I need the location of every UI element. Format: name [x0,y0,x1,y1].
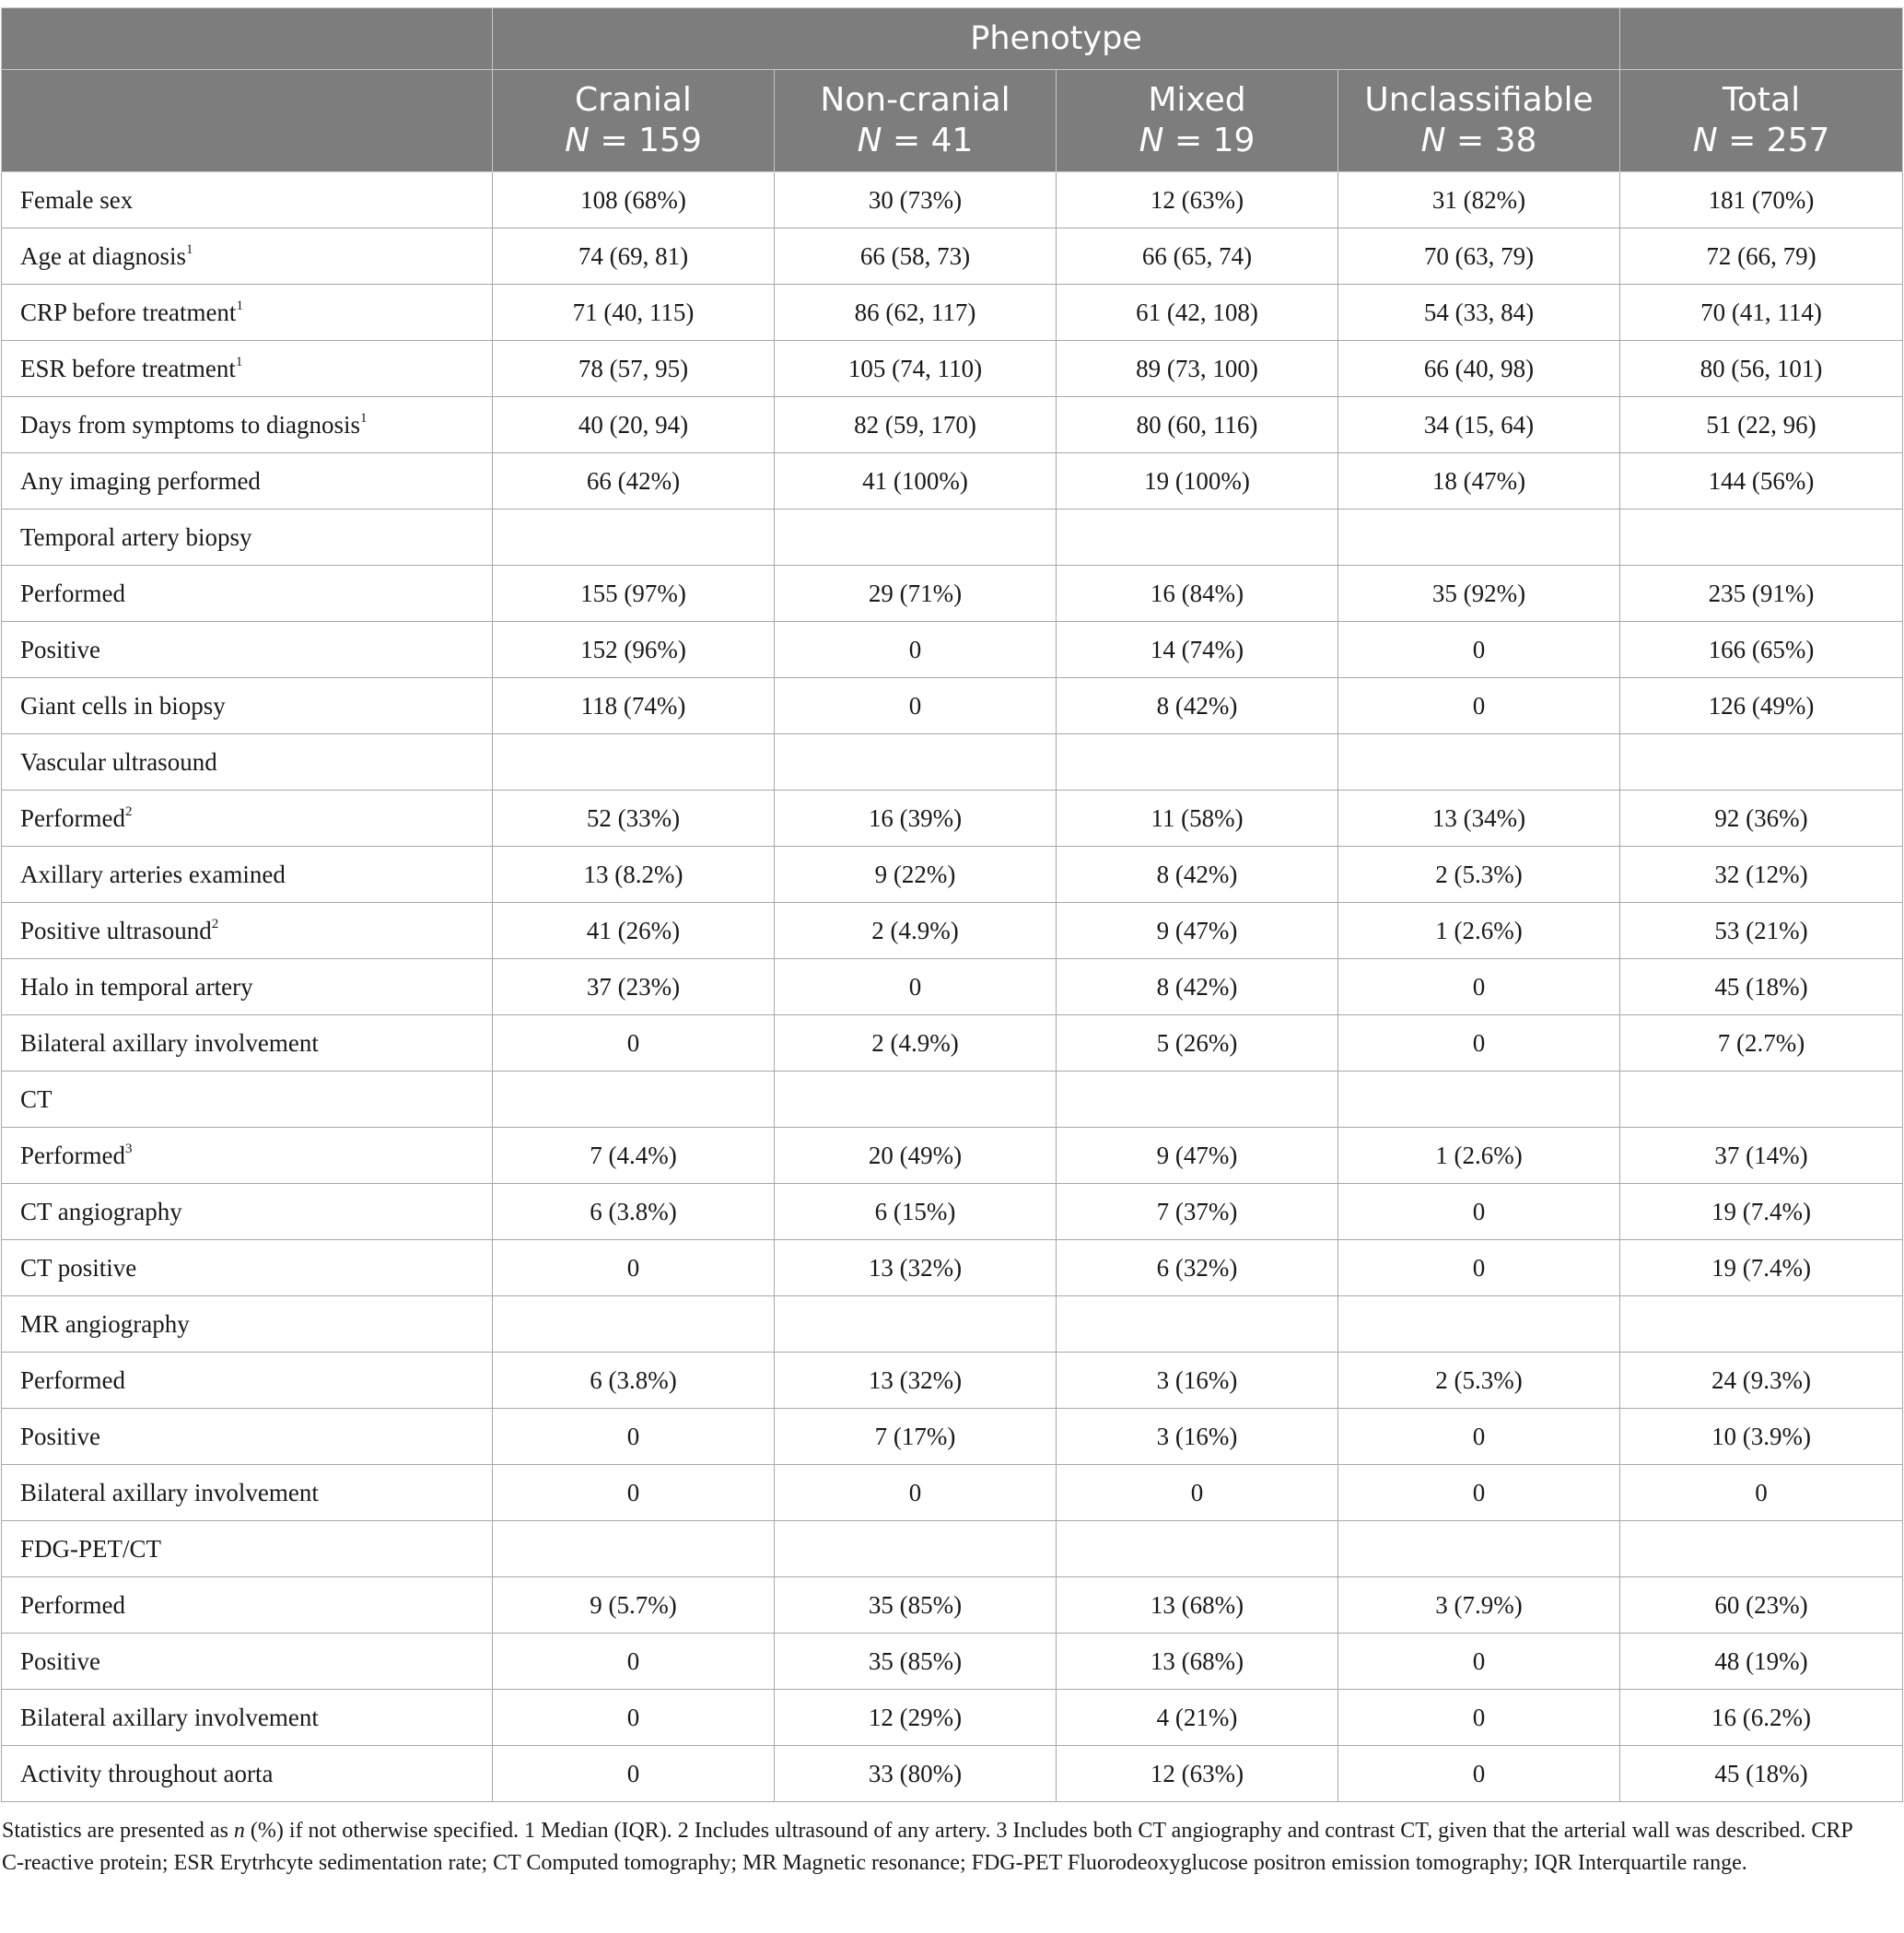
value-cell [1338,734,1620,791]
table-row [2,1577,1903,1634]
row-label-cell [2,1409,493,1465]
value-cell: 0 [493,1690,775,1746]
column-name: Total [1723,81,1801,119]
table-row [2,678,1903,734]
footnote-n-italic: n [233,1819,245,1843]
value-cell: 5 (26%) [1057,1015,1338,1072]
value-cell [493,510,775,566]
value-cell: 8 (42%) [1057,959,1338,1015]
value-cell: 19 (100%) [1057,453,1338,510]
value-cell: 19 (7.4%) [1620,1184,1903,1240]
value-cell: 20 (49%) [775,1128,1057,1184]
n-value: = 38 [1445,122,1537,159]
value-cell [1057,734,1338,791]
table-container [0,7,1904,1880]
value-cell: 30 (73%) [775,172,1057,228]
row-label: Female sex [20,185,134,214]
row-label-cell [2,1072,493,1128]
value-cell: 89 (73, 100) [1057,341,1338,397]
value-cell [1057,1296,1338,1353]
value-cell: 8 (42%) [1057,847,1338,903]
value-cell [1620,1072,1903,1128]
row-label: Performed [20,1365,125,1394]
header-label-cell [2,70,493,172]
column-header-total [1620,70,1903,172]
value-cell [1620,734,1903,791]
value-cell: 92 (36%) [1620,791,1903,847]
row-label: Temporal artery biopsy [20,522,252,551]
value-cell: 2 (4.9%) [775,903,1057,959]
value-cell [775,1072,1057,1128]
value-cell: 0 [775,959,1057,1015]
row-label: CRP before treatment [20,298,237,326]
column-header-cranial [493,70,775,172]
value-cell: 74 (69, 81) [493,228,775,285]
header-corner-cell [2,8,493,70]
table-row [2,1746,1903,1802]
row-label-cell [2,1465,493,1521]
column-n-count [1620,121,1902,161]
value-cell: 66 (42%) [493,453,775,510]
n-value: = 19 [1163,122,1256,159]
row-label-cell [2,397,493,453]
value-cell: 0 [493,1746,775,1802]
table-row [2,903,1903,959]
value-cell: 12 (63%) [1057,172,1338,228]
value-cell: 60 (23%) [1620,1577,1903,1634]
table-row [2,1015,1903,1072]
value-cell: 29 (71%) [775,566,1057,622]
table-row [2,228,1903,285]
value-cell: 78 (57, 95) [493,341,775,397]
phenotype-group-header: Phenotype [493,8,1620,70]
row-label-cell [2,510,493,566]
value-cell: 0 [1338,959,1620,1015]
row-label: Positive [20,1646,101,1675]
row-label-cell [2,1746,493,1802]
row-label-cell [2,566,493,622]
value-cell: 2 (5.3%) [1338,1353,1620,1409]
value-cell: 9 (47%) [1057,903,1338,959]
row-label: MR angiography [20,1309,190,1338]
column-n-count [493,121,774,161]
value-cell [775,510,1057,566]
row-label-cell [2,172,493,228]
row-label: Performed [20,579,125,607]
value-cell: 34 (15, 64) [1338,397,1620,453]
row-label: Activity throughout aorta [20,1759,274,1787]
row-label-cell [2,1353,493,1409]
value-cell: 0 [775,678,1057,734]
value-cell: 66 (40, 98) [1338,341,1620,397]
value-cell: 35 (92%) [1338,566,1620,622]
row-label: CT [20,1084,53,1113]
table-header [2,8,1903,172]
row-label: Bilateral axillary involvement [20,1028,319,1057]
value-cell: 61 (42, 108) [1057,285,1338,341]
value-cell: 1 (2.6%) [1338,903,1620,959]
value-cell: 152 (96%) [493,622,775,678]
value-cell: 40 (20, 94) [493,397,775,453]
value-cell: 45 (18%) [1620,1746,1903,1802]
value-cell: 48 (19%) [1620,1634,1903,1690]
row-label: Bilateral axillary involvement [20,1703,319,1731]
footnote-text: Statistics are presented as [2,1819,234,1843]
value-cell: 19 (7.4%) [1620,1240,1903,1296]
value-cell: 45 (18%) [1620,959,1903,1015]
value-cell [775,1521,1057,1577]
value-cell: 13 (8.2%) [493,847,775,903]
row-label-cell [2,791,493,847]
table-row [2,172,1903,228]
value-cell: 0 [1338,622,1620,678]
value-cell: 9 (5.7%) [493,1577,775,1634]
value-cell: 0 [1338,1465,1620,1521]
row-label-cell [2,228,493,285]
value-cell: 0 [1338,1746,1620,1802]
row-label: Positive ultrasound [20,916,212,944]
footnote-marker: 1 [235,354,243,369]
value-cell: 70 (41, 114) [1620,285,1903,341]
value-cell: 108 (68%) [493,172,775,228]
n-symbol: N [1692,122,1718,159]
value-cell [1057,510,1338,566]
n-value: = 257 [1717,122,1830,159]
value-cell [775,1296,1057,1353]
value-cell: 11 (58%) [1057,791,1338,847]
value-cell: 66 (65, 74) [1057,228,1338,285]
row-label-cell [2,341,493,397]
value-cell: 16 (39%) [775,791,1057,847]
row-label-cell [2,678,493,734]
value-cell [1620,1521,1903,1577]
column-name: Non-cranial [820,81,1010,119]
table-row [2,285,1903,341]
value-cell [1057,1521,1338,1577]
row-label-cell [2,1184,493,1240]
table-row [2,1465,1903,1521]
row-label: Positive [20,1422,101,1450]
value-cell: 72 (66, 79) [1620,228,1903,285]
value-cell: 6 (15%) [775,1184,1057,1240]
value-cell: 7 (37%) [1057,1184,1338,1240]
table-row [2,1634,1903,1690]
table-row [2,510,1903,566]
value-cell: 80 (56, 101) [1620,341,1903,397]
value-cell [1338,1521,1620,1577]
table-row [2,734,1903,791]
value-cell [775,734,1057,791]
row-label: Days from symptoms to diagnosis [20,410,360,439]
row-label: Axillary arteries examined [20,860,286,888]
row-label: Any imaging performed [20,466,261,495]
value-cell: 41 (100%) [775,453,1057,510]
table-row [2,1240,1903,1296]
value-cell: 13 (34%) [1338,791,1620,847]
row-label-cell [2,1128,493,1184]
value-cell [493,1521,775,1577]
row-label-cell [2,1015,493,1072]
value-cell: 31 (82%) [1338,172,1620,228]
footnote-marker: 1 [360,410,368,426]
value-cell: 0 [1338,1240,1620,1296]
row-label-cell [2,959,493,1015]
value-cell: 12 (29%) [775,1690,1057,1746]
row-label-cell [2,285,493,341]
row-label: Giant cells in biopsy [20,691,226,720]
column-n-count [775,121,1056,161]
column-header-non-cranial [775,70,1057,172]
row-label-cell [2,1296,493,1353]
value-cell [1338,1072,1620,1128]
table-row [2,847,1903,903]
table-row [2,1296,1903,1353]
value-cell: 3 (7.9%) [1338,1577,1620,1634]
n-symbol: N [1139,122,1164,159]
value-cell: 0 [1338,1015,1620,1072]
footnote-marker: 2 [124,803,133,819]
value-cell: 16 (84%) [1057,566,1338,622]
header-total-top-cell [1620,8,1903,70]
value-cell: 13 (32%) [775,1240,1057,1296]
table-row [2,397,1903,453]
value-cell: 41 (26%) [493,903,775,959]
value-cell: 166 (65%) [1620,622,1903,678]
footnote-marker: 1 [185,241,193,257]
value-cell: 71 (40, 115) [493,285,775,341]
value-cell: 2 (5.3%) [1338,847,1620,903]
value-cell: 0 [1338,1409,1620,1465]
value-cell: 66 (58, 73) [775,228,1057,285]
row-label: Performed [20,1141,125,1169]
value-cell: 0 [493,1409,775,1465]
value-cell [1057,1072,1338,1128]
row-label-cell [2,847,493,903]
value-cell: 16 (6.2%) [1620,1690,1903,1746]
value-cell: 7 (4.4%) [493,1128,775,1184]
value-cell: 155 (97%) [493,566,775,622]
value-cell: 0 [1338,1184,1620,1240]
table-row [2,1409,1903,1465]
value-cell [1338,1296,1620,1353]
value-cell: 3 (16%) [1057,1353,1338,1409]
value-cell: 33 (80%) [775,1746,1057,1802]
value-cell: 13 (32%) [775,1353,1057,1409]
n-value: = 41 [882,122,974,159]
value-cell: 35 (85%) [775,1577,1057,1634]
value-cell: 0 [493,1465,775,1521]
value-cell: 80 (60, 116) [1057,397,1338,453]
row-label-cell [2,453,493,510]
table-footnote [0,1802,1899,1880]
table-row [2,1353,1903,1409]
row-label-cell [2,1521,493,1577]
footnote-text-continued: (%) if not otherwise specified. 1 Median (IQR). 2 Includes ultrasound of any artery. 3 Includes both CT angiography and contrast CT, given that the arterial wall was described. CRP C-reactive protein; ESR Erytrhcyte sedimentation rate; CT Computed tomography; MR Magnetic resonance; FDG-PET Fluorodeoxyglucose positron emission tomography; IQR Interquartile range. [2,1819,1852,1875]
table-row [2,1521,1903,1577]
value-cell: 126 (49%) [1620,678,1903,734]
value-cell: 86 (62, 117) [775,285,1057,341]
value-cell: 14 (74%) [1057,622,1338,678]
table-row [2,566,1903,622]
value-cell: 0 [493,1634,775,1690]
table-row [2,959,1903,1015]
row-label: Performed [20,803,125,832]
row-label: Performed [20,1590,125,1619]
value-cell: 4 (21%) [1057,1690,1338,1746]
table-row [2,1128,1903,1184]
table-row [2,622,1903,678]
value-cell: 51 (22, 96) [1620,397,1903,453]
table-row [2,453,1903,510]
column-n-count [1338,121,1619,161]
row-label-cell [2,903,493,959]
value-cell: 13 (68%) [1057,1634,1338,1690]
value-cell: 0 [1338,1690,1620,1746]
table-row [2,1072,1903,1128]
value-cell: 52 (33%) [493,791,775,847]
value-cell: 144 (56%) [1620,453,1903,510]
value-cell: 3 (16%) [1057,1409,1338,1465]
row-label: Positive [20,635,101,663]
row-label-cell [2,1240,493,1296]
n-symbol: N [1420,122,1446,159]
table-row [2,341,1903,397]
value-cell: 0 [775,622,1057,678]
row-label: Vascular ultrasound [20,747,217,776]
column-name: Mixed [1148,81,1246,119]
n-symbol: N [857,122,882,159]
n-value: = 159 [590,122,702,159]
value-cell: 12 (63%) [1057,1746,1338,1802]
row-label: Age at diagnosis [20,241,186,270]
footnote-marker: 1 [236,298,243,313]
value-cell: 0 [493,1240,775,1296]
row-label-cell [2,1634,493,1690]
value-cell: 1 (2.6%) [1338,1128,1620,1184]
table-row [2,791,1903,847]
column-n-count [1057,121,1337,161]
value-cell: 70 (63, 79) [1338,228,1620,285]
value-cell: 82 (59, 170) [775,397,1057,453]
value-cell: 24 (9.3%) [1620,1353,1903,1409]
row-label: ESR before treatment [20,354,236,382]
row-label-cell [2,622,493,678]
row-label-cell [2,1690,493,1746]
row-label: CT positive [20,1253,137,1282]
value-cell: 10 (3.9%) [1620,1409,1903,1465]
value-cell: 0 [1338,1634,1620,1690]
value-cell: 118 (74%) [493,678,775,734]
value-cell: 6 (3.8%) [493,1184,775,1240]
value-cell [1338,510,1620,566]
table-row [2,1184,1903,1240]
value-cell: 6 (32%) [1057,1240,1338,1296]
footnote-marker: 2 [211,916,219,931]
value-cell: 9 (47%) [1057,1128,1338,1184]
row-label: CT angiography [20,1197,182,1225]
value-cell: 13 (68%) [1057,1577,1338,1634]
value-cell: 18 (47%) [1338,453,1620,510]
value-cell: 7 (2.7%) [1620,1015,1903,1072]
value-cell [493,1072,775,1128]
table-row [2,1690,1903,1746]
value-cell: 105 (74, 110) [775,341,1057,397]
value-cell: 7 (17%) [775,1409,1057,1465]
n-symbol: N [565,122,590,159]
row-label-cell [2,734,493,791]
value-cell [493,1296,775,1353]
value-cell [1620,510,1903,566]
value-cell: 0 [1338,678,1620,734]
value-cell: 8 (42%) [1057,678,1338,734]
row-label: Bilateral axillary involvement [20,1478,319,1506]
row-label: Halo in temporal artery [20,972,253,1001]
row-label: FDG-PET/CT [20,1534,162,1563]
column-header-unclassifiable [1338,70,1620,172]
value-cell: 9 (22%) [775,847,1057,903]
value-cell: 32 (12%) [1620,847,1903,903]
value-cell: 53 (21%) [1620,903,1903,959]
value-cell: 6 (3.8%) [493,1353,775,1409]
value-cell: 54 (33, 84) [1338,285,1620,341]
table-body [2,172,1903,1802]
value-cell: 0 [1057,1465,1338,1521]
value-cell: 0 [1620,1465,1903,1521]
value-cell: 35 (85%) [775,1634,1057,1690]
value-cell: 235 (91%) [1620,566,1903,622]
row-label-cell [2,1577,493,1634]
phenotype-table [1,7,1903,1802]
value-cell: 2 (4.9%) [775,1015,1057,1072]
column-name: Unclassifiable [1364,81,1594,119]
value-cell: 0 [775,1465,1057,1521]
value-cell [493,734,775,791]
value-cell [1620,1296,1903,1353]
value-cell: 37 (14%) [1620,1128,1903,1184]
value-cell: 181 (70%) [1620,172,1903,228]
footnote-marker: 3 [124,1141,133,1156]
value-cell: 0 [493,1015,775,1072]
value-cell: 37 (23%) [493,959,775,1015]
column-header-mixed [1057,70,1338,172]
column-name: Cranial [575,81,692,119]
